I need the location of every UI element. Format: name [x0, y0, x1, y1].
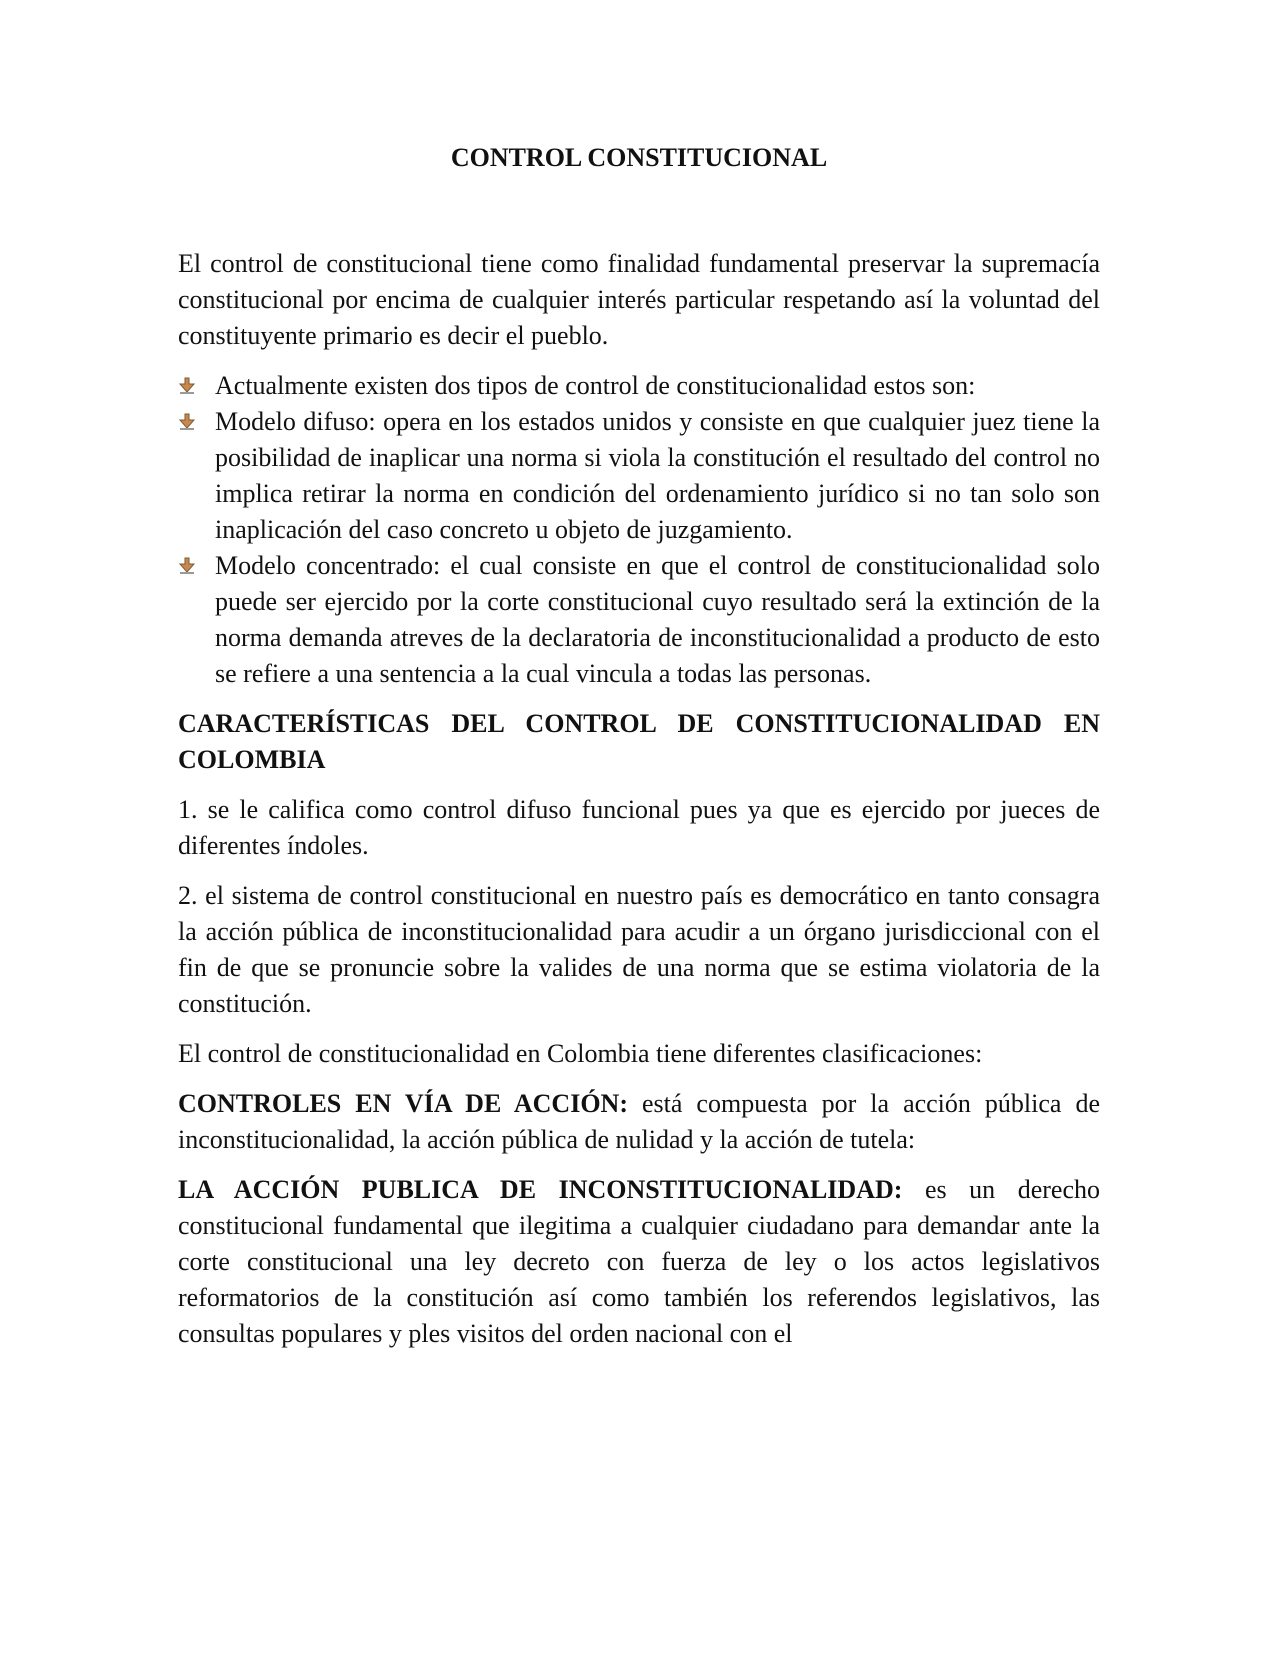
classification-paragraph: El control de constitucionalidad en Colombia tiene diferentes clasificaciones:	[178, 1039, 983, 1068]
accion-text: es un derecho constitucional fundamental que ilegitima a cualquier ciudadano para demandar ante la corte constitucional una ley decreto con fuerza de ley o los actos legislativos reformatorios de la constitución así como también los referendos legislativos, las consultas populares y ples visitos del orden nacional con el	[178, 1175, 1100, 1348]
bullet-text: Modelo difuso: opera en los estados unidos y consiste en que cualquier juez tiene la posibilidad de inaplicar una norma si viola la constitución el resultado del control no implica retirar la norma en condición del ordenamiento jurídico si no tan solo son inaplicación del caso concreto u objeto de juzgamiento.	[215, 407, 1100, 544]
controles-lead: CONTROLES EN VÍA DE ACCIÓN:	[178, 1089, 628, 1118]
arrow-bullet-icon	[178, 377, 196, 395]
accion-lead: LA ACCIÓN PUBLICA DE INCONSTITUCIONALIDAD:	[178, 1175, 903, 1204]
controles-text: está compuesta por la acción pública de inconstitucionalidad, la acción pública de nulidad y la acción de tutela:	[178, 1089, 1100, 1154]
arrow-bullet-icon	[178, 557, 196, 575]
list-item	[178, 548, 1100, 692]
point-2-paragraph: 2. el sistema de control constitucional en nuestro país es democrático en tanto consagra la acción pública de inconstitucionalidad para acudir a un órgano jurisdiccional con el fin de que se pronuncie sobre la valides de una norma que se estima violatoria de la constitución.	[178, 881, 1100, 1018]
bullet-text: Actualmente existen dos tipos de control de constitucionalidad estos son:	[215, 371, 976, 400]
list-item	[178, 368, 1100, 404]
controles-paragraph	[178, 1086, 1100, 1158]
accion-paragraph	[178, 1172, 1100, 1352]
arrow-bullet-icon	[178, 413, 196, 431]
point-1-paragraph: 1. se le califica como control difuso funcional pues ya que es ejercido por jueces de diferentes índoles.	[178, 795, 1100, 860]
list-item	[178, 404, 1100, 548]
bullet-list	[178, 368, 1100, 692]
section-heading: CARACTERÍSTICAS DEL CONTROL DE CONSTITUCIONALIDAD EN COLOMBIA	[178, 709, 1100, 774]
document-page	[178, 140, 1100, 1366]
intro-paragraph: El control de constitucional tiene como finalidad fundamental preservar la supremacía constitucional por encima de cualquier interés particular respetando así la voluntad del constituyente primario es decir el pueblo.	[178, 249, 1100, 350]
bullet-text: Modelo concentrado: el cual consiste en que el control de constitucionalidad solo puede ser ejercido por la corte constitucional cuyo resultado será la extinción de la norma demanda atreves de la declaratoria de inconstitucionalidad a producto de esto se refiere a una sentencia a la cual vincula a todas las personas.	[215, 551, 1100, 688]
document-title: CONTROL CONSTITUCIONAL	[450, 143, 828, 172]
